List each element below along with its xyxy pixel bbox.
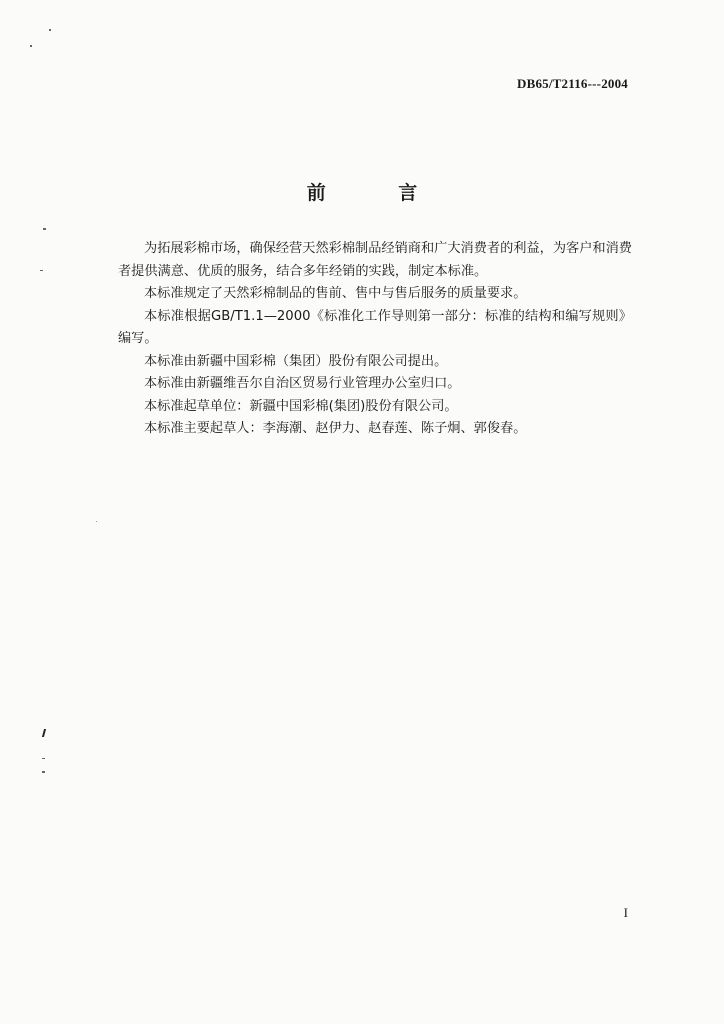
paragraph: 本标准起草单位：新疆中国彩棉(集团)股份有限公司。 xyxy=(144,398,458,414)
paragraph: 为拓展彩棉市场，确保经营天然彩棉制品经销商和广大消费者的利益，为客户和消费者提供满意、优质的服务，结合多年经销的实践，制定本标准。 xyxy=(118,241,632,279)
paragraph: 本标准由新疆中国彩棉（集团）股份有限公司提出。 xyxy=(144,353,448,369)
paragraph: 本标准由新疆维吾尔自治区贸易行业管理办公室归口。 xyxy=(144,376,461,391)
paragraph: 本标准根据GB/T1.1—2000《标准化工作导则第一部分：标准的结构和编写规则》编写。 xyxy=(118,308,632,346)
scan-speck xyxy=(43,228,46,230)
scan-speck xyxy=(42,729,46,737)
scan-speck xyxy=(40,270,43,271)
scan-speck xyxy=(42,771,45,773)
foreword-body xyxy=(118,238,632,441)
scan-speck xyxy=(42,758,45,759)
paragraph: 本标准主要起草人：李海潮、赵伊力、赵春莲、陈子炯、郭俊春。 xyxy=(144,421,527,436)
page-number: I xyxy=(623,905,628,920)
scan-speck xyxy=(96,521,97,522)
page-title: 前 言 xyxy=(306,182,418,204)
scan-speck xyxy=(49,29,51,31)
document-code: DB65/T2116---2004 xyxy=(516,76,628,91)
paragraph: 本标准规定了天然彩棉制品的售前、售中与售后服务的质量要求。 xyxy=(144,286,527,301)
scan-speck xyxy=(30,45,32,47)
